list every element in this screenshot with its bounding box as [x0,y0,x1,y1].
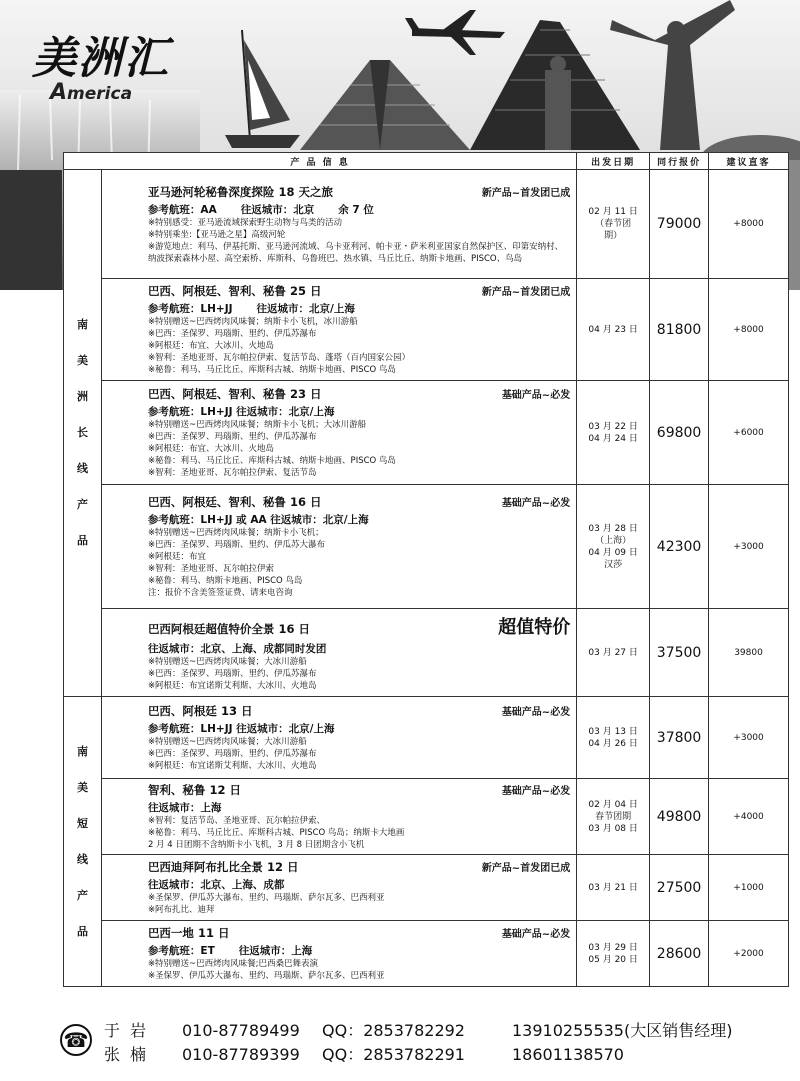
product-title: 巴西迪拜阿布扎比全景 12 日 [147,860,299,874]
itinerary-line: ※圣保罗、伊瓜苏大瀑布、里约、玛瑙斯、萨尔瓦多、巴西利亚 [147,893,385,903]
product-tag: 基础产品~必发 [501,786,571,797]
itinerary-line: ※巴西：圣保罗、玛瑙斯、里约、伊瓜苏瀑布 [147,749,317,759]
product-tag: 基础产品~必发 [501,929,571,940]
itinerary-line: 2 月 4 日团期不含纳斯卡小飞机，3 月 8 日团期含小飞机 [147,840,365,850]
product-title-row [148,925,570,941]
departure-date: 春节团期 [595,811,632,822]
departure-date: 04 月 09 日 [588,547,638,558]
brand-name-en: America [50,80,133,105]
product-flight-info [148,800,570,815]
flight-detail: 参考航班：LH+JJ 往返城市：北京/上海 [147,406,335,418]
trade-price: 81800 [650,279,709,381]
suggested-price: +8000 [709,279,789,381]
contact-row [104,1018,732,1041]
itinerary-line: 注：报价不含美签签证费、请来电咨询 [147,588,293,598]
itinerary-line: ※阿根廷：布宜、大冰川、火地岛 [147,444,275,454]
itinerary-line: ※巴西：圣保罗、玛瑙斯、里约、伊瓜苏瀑布 [147,329,317,339]
product-info-cell [101,485,576,609]
itinerary-line: ※秘鲁：利马、马丘比丘、库斯科古城、PISCO 鸟岛；纳斯卡大地画 [147,828,405,838]
product-flight-info [148,877,570,892]
departure-date: 02 月 04 日 [588,799,638,810]
suggested-price: +4000 [709,779,789,855]
flight-detail: 往返城市：上海 [147,802,222,814]
departure-date: 03 月 21 日 [588,882,638,893]
product-title: 智利、秘鲁 12 日 [147,783,241,797]
product-title-row [148,184,570,200]
itinerary-line: ※特别感受：亚马逊流域探索野生动物与鸟类的活动 [147,217,343,228]
product-title-row [148,782,570,798]
table-row [64,855,789,921]
table-row [64,697,789,779]
departure-date-cell [577,381,650,485]
flight-detail: 参考航班：LH+JJ 往返城市：北京/上海 [147,723,335,735]
suggested-price: +6000 [709,381,789,485]
category-char: 洲 [76,390,88,403]
departure-date-cell [577,485,650,609]
product-info-cell [101,779,576,855]
product-title: 巴西阿根廷超值特价全景 16 日 [147,622,310,636]
trade-price: 28600 [650,921,709,987]
departure-date: 04 月 24 日 [588,433,638,444]
contact-qq: QQ：2853782292 [322,1021,465,1040]
product-info-cell [101,855,576,921]
departure-date-cell [577,697,650,779]
table-row [64,381,789,485]
itinerary-line: ※阿根廷：布宜、大冰川、火地岛 [147,341,275,351]
trade-price: 27500 [650,855,709,921]
product-title: 巴西、阿根廷、智利、秘鲁 16 日 [147,495,322,509]
product-title-row [148,283,570,299]
product-rows [64,170,789,987]
itinerary-line: ※特别赠送~巴西烤肉风味餐；大冰川游船 [147,737,307,747]
itinerary-line: ※特别赠送~巴西烤肉风味餐;巴西桑巴舞表演 [147,959,319,969]
category-char: 线 [76,852,88,866]
product-flight-info [148,512,570,527]
category-char: 品 [76,534,88,547]
category-char: 产 [76,888,88,902]
contact-name: 于岩 [104,1021,157,1040]
trade-price: 49800 [650,779,709,855]
brand-name-cn: 美洲汇 [32,33,170,84]
product-tag: 基础产品~必发 [501,390,571,401]
product-table [63,152,789,987]
product-info-cell [101,170,576,279]
header-suggested: 建议直客 [709,153,789,170]
suggested-price: +8000 [709,170,789,279]
product-info-cell [101,381,576,485]
table-row [64,170,789,279]
product-info-cell [101,921,576,987]
product-title: 亚马逊河轮秘鲁深度探险 18 天之旅 [147,184,333,199]
product-title: 巴西、阿根廷、智利、秘鲁 25 日 [147,284,322,298]
product-title-row [148,386,570,402]
category-char: 品 [76,924,88,938]
flight-detail: 往返城市：北京 [240,203,315,216]
product-title: 巴西、阿根廷 13 日 [147,704,253,718]
product-flight-info [148,404,570,419]
product-tag: 超值特价 [498,617,571,638]
itinerary-line: ※秘鲁：利马、纳斯卡地画、PISCO 鸟岛 [147,576,303,586]
category-char: 美 [76,354,88,367]
itinerary-line: ※特别赠送~巴西烤肉风味餐；纳斯卡小飞机； [147,528,324,538]
header-info: 产 品 信 息 [64,153,577,170]
product-tag: 基础产品~必发 [501,707,571,718]
flight-detail: 参考航班：LH+JJ 或 AA 往返城市：北京/上海 [147,514,369,526]
brand-logo [32,22,170,105]
suggested-price: 39800 [709,609,789,697]
product-title: 巴西、阿根廷、智利、秘鲁 23 日 [147,387,322,401]
flight-detail: 往返城市：北京、上海、成都 [147,879,285,891]
departure-date-cell [577,921,650,987]
departure-date: 03 月 29 日 [588,942,638,953]
flight-detail: 参考航班：LH+JJ [147,303,233,315]
product-title: 巴西一地 11 日 [147,926,230,940]
suggested-price: +3000 [709,485,789,609]
itinerary-line: ※阿根廷：布宜诺斯艾利斯、大冰川、火地岛 [147,761,317,771]
itinerary-line: ※巴西：圣保罗、玛瑙斯、里约、伊瓜苏瀑布 [147,669,317,679]
departure-date: 05 月 20 日 [588,954,638,965]
departure-date: 汉莎 [604,559,623,570]
flight-detail: 参考航班：AA [147,203,217,216]
itinerary-line: ※秘鲁：利马、马丘比丘、库斯科古城、纳斯卡地画、PISCO 鸟岛 [147,365,396,375]
itinerary-line: ※特别赠送~巴西烤肉风味餐；纳斯卡小飞机，冰川游船 [147,317,358,327]
departure-date-cell [577,779,650,855]
itinerary-line: ※特别赠送~巴西烤肉风味餐；纳斯卡小飞机；大冰川游船 [147,420,367,430]
departure-date-cell [577,855,650,921]
product-title-row [148,494,570,510]
flight-detail: 往返城市：北京、上海、成都同时发团 [147,643,327,655]
product-title-row [148,859,570,875]
product-tag: 基础产品~必发 [501,498,571,509]
suggested-price: +2000 [709,921,789,987]
trade-price: 37800 [650,697,709,779]
departure-date: 03 月 27 日 [588,647,638,658]
itinerary-line: ※智利：圣地亚哥、瓦尔帕拉伊索、复活节岛 [147,468,317,478]
category-char: 南 [76,318,88,331]
table-header-row [64,153,789,170]
contact-name: 张楠 [104,1045,157,1064]
category-char: 产 [76,498,88,511]
category-char: 美 [76,780,88,794]
itinerary-line: ※特别赠送~巴西烤肉风味餐；大冰川游船 [147,657,307,667]
departure-date: 04 月 26 日 [588,738,638,749]
product-tag: 新产品~首发团已成 [481,187,571,199]
departure-date: 04 月 23 日 [588,324,638,335]
contact-tel: 010-87789499 [182,1021,300,1040]
departure-date-cell [577,279,650,381]
product-flight-info [148,943,570,958]
trade-price: 42300 [650,485,709,609]
suggested-price: +1000 [709,855,789,921]
itinerary-line: ※游览地点：利马、伊基托斯、亚马逊河流域、乌卡亚利河、帕卡亚・萨米利亚国家自然保护区、印第安纳村、纳波探索森林小屋、高空索桥、库斯科、乌鲁班巴、热水镇、马丘比丘、纳斯卡地画、PISCO、鸟岛 [147,241,564,264]
phone-icon: ☎ [60,1024,92,1056]
table-row [64,779,789,855]
itinerary-line: ※智利：复活节岛、圣地亚哥、瓦尔帕拉伊索、 [147,816,326,826]
table-row [64,485,789,609]
departure-date-cell [577,609,650,697]
table-row [64,279,789,381]
departure-date: 期） [604,231,623,241]
departure-date: （春节团 [595,219,632,229]
category-char: 短 [76,816,88,830]
itinerary-line: ※智利：圣地亚哥、瓦尔帕拉伊索 [147,564,275,574]
product-tag: 新产品~首发团已成 [481,863,571,874]
flight-detail: 参考航班：ET [147,945,215,957]
departure-date: 03 月 13 日 [588,726,638,737]
itinerary-line: ※阿根廷：布宜 [147,552,207,562]
itinerary-line: ※阿布扎比、迪拜 [147,905,215,915]
product-title-row [148,613,570,639]
product-title-row [148,703,570,719]
product-flight-info [148,721,570,736]
departure-date: 02 月 11 日 [588,207,638,217]
category-char: 南 [76,744,88,758]
itinerary-line: ※圣保罗、伊瓜苏大瀑布、里约、玛瑙斯、萨尔瓦多、巴西利亚 [147,971,385,981]
contact-mobile: 18601138570 [512,1045,624,1064]
product-info-cell [101,609,576,697]
header-date: 出发日期 [577,153,650,170]
itinerary-line: ※秘鲁：利马、马丘比丘、库斯科古城、纳斯卡地画、PISCO 鸟岛 [147,456,396,466]
departure-date: 03 月 08 日 [588,823,638,834]
product-info-cell [101,697,576,779]
trade-price: 79000 [650,170,709,279]
contact-qq: QQ：2853782291 [322,1045,465,1064]
category-cell [64,697,102,987]
itinerary-line: ※智利：圣地亚哥、瓦尔帕拉伊索、复活节岛、蓬塔（百内国家公园） [147,353,411,363]
contact-row [104,1042,624,1065]
contact-mobile: 13910255535(大区销售经理) [512,1021,733,1040]
departure-date: 03 月 28 日 [588,523,638,534]
product-flight-info [148,641,570,656]
category-char: 线 [76,462,88,475]
category-char: 长 [76,426,88,439]
product-flight-info [148,301,570,316]
itinerary-line: ※特别乘坐:【亚马逊之星】高级河轮 [147,229,286,240]
flight-detail: 往返城市：北京/上海 [256,303,355,315]
departure-date: 03 月 22 日 [588,421,638,432]
flight-detail: 余 7 位 [338,203,374,216]
table-row [64,609,789,697]
trade-price: 69800 [650,381,709,485]
flight-detail: 往返城市：上海 [238,945,313,957]
itinerary-line: ※阿根廷：布宜诺斯艾利斯、大冰川、火地岛 [147,681,317,691]
product-info-cell [101,279,576,381]
product-tag: 新产品~首发团已成 [481,287,571,298]
header-price: 同行报价 [650,153,709,170]
departure-date-cell [577,170,650,279]
table-row [64,921,789,987]
brand-name-en-text: merica [67,84,133,104]
product-flight-info [148,202,570,217]
itinerary-line: ※巴西：圣保罗、玛瑙斯、里约、伊瓜苏瀑布 [147,432,317,442]
itinerary-line: ※巴西：圣保罗、玛瑙斯、里约、伊瓜苏大瀑布 [147,540,326,550]
departure-date: （上海） [595,535,632,546]
contact-tel: 010-87789399 [182,1045,300,1064]
category-cell [64,170,102,697]
trade-price: 37500 [650,609,709,697]
suggested-price: +3000 [709,697,789,779]
